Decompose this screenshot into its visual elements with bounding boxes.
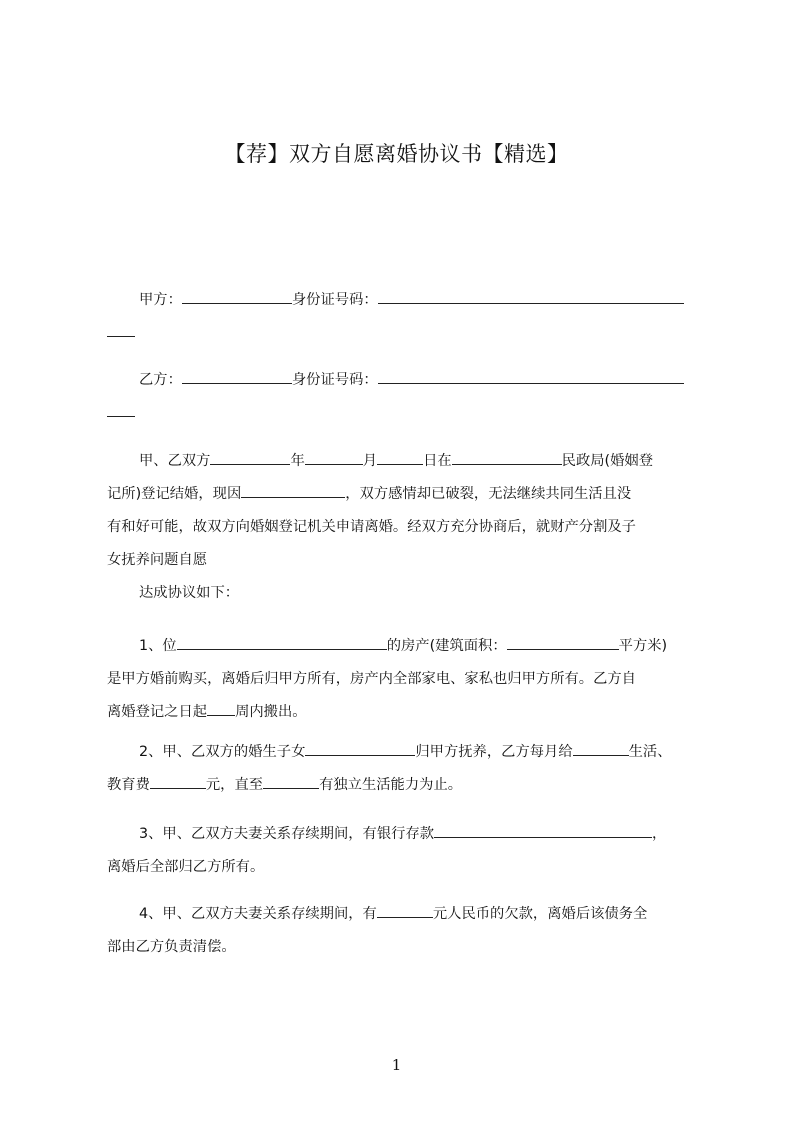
clause-4 <box>107 898 707 964</box>
deposit-blank <box>434 822 652 838</box>
party-a-block <box>107 284 707 350</box>
party-b-label: 乙方： <box>139 372 182 388</box>
bureau-blank <box>452 449 562 465</box>
day-blank <box>377 449 423 465</box>
clause-1 <box>107 630 707 729</box>
intro-paragraph <box>107 445 707 577</box>
intro-text: 甲、乙双方 <box>139 453 211 469</box>
intro-text: 女抚养问题自愿 <box>107 552 208 568</box>
clause-text: 是甲方婚前购买，离婚后归甲方所有，房产内全部家电、家私也归甲方所有。乙方自 <box>107 671 636 687</box>
weeks-blank <box>207 700 235 716</box>
clause-text: 平方米) <box>618 638 668 654</box>
intro-text: 年 <box>290 453 305 469</box>
clause-text: 3、甲、乙双方夫妻关系存续期间，有银行存款 <box>139 826 435 842</box>
page-number: 1 <box>391 1056 402 1074</box>
clause-text: 有独立生活能力为止。 <box>319 777 463 793</box>
intro-text: 月 <box>362 453 378 469</box>
agreement-heading: 达成协议如下： <box>139 585 240 601</box>
party-b-name-blank <box>182 368 292 384</box>
clause-text: 1、位 <box>139 638 177 654</box>
clause-text: 元人民币的欠款，离婚后该债务全 <box>432 906 648 922</box>
clause-text: 元，直至 <box>205 777 264 793</box>
party-a-id-label: 身份证号码： <box>291 292 378 308</box>
age-blank <box>263 773 319 789</box>
clause-text: 4、甲、乙双方夫妻关系存续期间，有 <box>139 906 377 922</box>
clause-text: 生活、 <box>628 744 672 760</box>
party-a-name-blank <box>182 288 292 304</box>
year-blank <box>210 449 290 465</box>
child-name-blank <box>305 740 415 756</box>
party-a-label: 甲方： <box>139 292 182 308</box>
party-b-id-blank-cont <box>107 401 135 417</box>
education-fee-blank <box>150 773 206 789</box>
clause-text: 归甲方抚养，乙方每月给 <box>415 744 573 760</box>
party-a-id-blank-cont <box>107 321 135 337</box>
party-b-id-blank <box>378 368 684 384</box>
intro-text: 日在 <box>423 453 452 469</box>
reason-blank <box>241 482 345 498</box>
clause-text: ， <box>652 826 667 842</box>
month-blank <box>305 449 363 465</box>
clause-text: 离婚登记之日起 <box>107 704 208 720</box>
property-location-blank <box>177 634 387 650</box>
debt-amount-blank <box>377 902 433 918</box>
clause-text: 部由乙方负责清偿。 <box>107 939 236 955</box>
support-amount-blank <box>573 740 629 756</box>
clause-2 <box>107 736 707 802</box>
clause-text: 周内搬出。 <box>235 704 307 720</box>
intro-text: 记所)登记结婚，现因 <box>107 486 242 502</box>
intro-text: 民政局(婚姻登 <box>561 453 654 469</box>
clause-text: 的房产(建筑面积： <box>386 638 507 654</box>
party-b-block <box>107 364 707 430</box>
party-a-id-blank <box>378 288 684 304</box>
area-blank <box>507 634 619 650</box>
party-b-id-label: 身份证号码： <box>291 372 378 388</box>
agreement-heading-block <box>107 577 707 610</box>
intro-text: 有和好可能，故双方向婚姻登记机关申请离婚。经双方充分协商后，就财产分割及子 <box>107 519 636 535</box>
clause-text: 教育费 <box>107 777 150 793</box>
intro-text: ，双方感情却已破裂，无法继续共同生活且没 <box>345 486 632 502</box>
clause-text: 离婚后全部归乙方所有。 <box>107 859 265 875</box>
document-title: 【荐】双方自愿离婚协议书【精选】 <box>224 142 569 166</box>
clause-3 <box>107 818 707 884</box>
clause-text: 2、甲、乙双方的婚生子女 <box>139 744 306 760</box>
